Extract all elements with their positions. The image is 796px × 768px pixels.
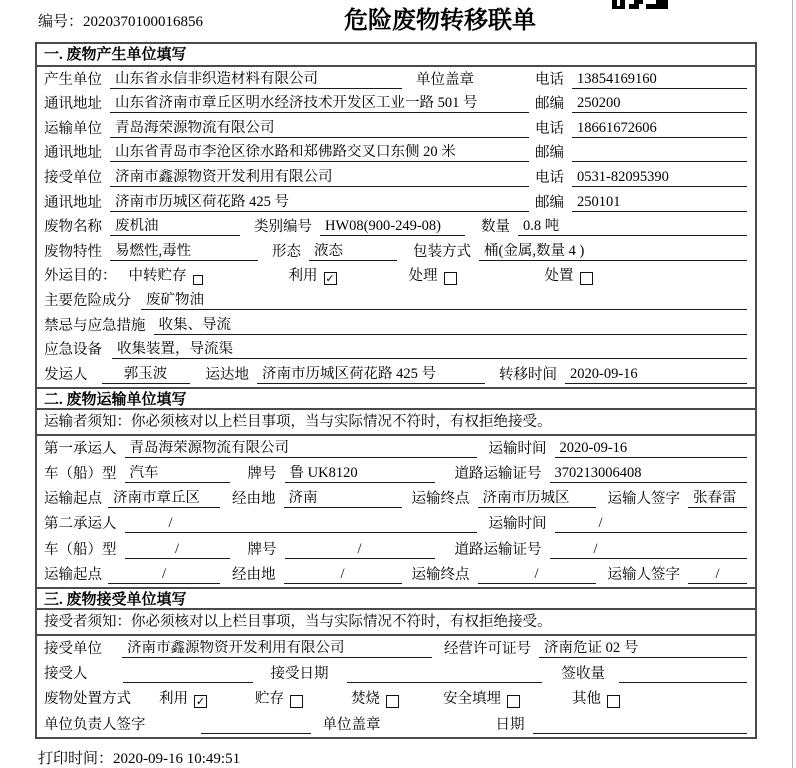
- phone-label: 电话: [535, 120, 564, 137]
- field-label: 废物处置方式: [44, 691, 131, 708]
- time-value: 2020-09-16: [555, 440, 748, 458]
- zip-label: 邮编: [535, 145, 564, 162]
- page-edge-line: [792, 0, 793, 768]
- field-label: 发运人: [44, 366, 88, 383]
- equipment-value: 收集装置，导流渠: [112, 341, 747, 359]
- date-value: [533, 733, 748, 734]
- phone-label: 电话: [535, 169, 564, 186]
- row-route2: [37, 562, 755, 587]
- end-value: /: [478, 566, 596, 584]
- receiver-value: 济南市鑫源物资开发利用有限公司: [110, 169, 529, 187]
- plate-label: 牌号: [247, 466, 277, 483]
- row-producer-address: [37, 92, 755, 117]
- permit-label: 道路运输证号: [454, 466, 542, 483]
- field-label: 车（船）型: [44, 541, 117, 558]
- field-label: 禁忌与应急措施: [44, 317, 146, 334]
- option-label: 中转贮存: [128, 268, 187, 285]
- print-time-label: 打印时间：: [38, 751, 114, 767]
- print-time-value: 2020-09-16 10:49:51: [113, 751, 241, 767]
- field-label: 运输单位: [44, 120, 102, 137]
- via-label: 经由地: [232, 566, 276, 583]
- vehicle-type-value: 汽车: [125, 465, 230, 483]
- plate-label: 牌号: [247, 541, 277, 558]
- start-label: 运输起点: [44, 491, 102, 508]
- field-label: 第二承运人: [44, 516, 117, 533]
- row-producer: [37, 67, 755, 92]
- phone-value: 0531-82095390: [572, 169, 747, 187]
- sign-value: 张春雷: [688, 490, 747, 508]
- field-label: 车（船）型: [44, 466, 117, 483]
- start-label: 运输起点: [44, 566, 102, 583]
- row-signature: [37, 711, 755, 736]
- phone-value: 18661672606: [572, 120, 747, 138]
- field-label: 应急设备: [44, 342, 102, 359]
- address-value: 山东省济南市章丘区明水经济技术开发区工业一路 501 号: [110, 95, 529, 113]
- producer-value: 山东省永信非织造材料有限公司: [110, 71, 402, 89]
- signature-value: [201, 733, 311, 734]
- row-waste-name: [37, 215, 755, 240]
- end-value: 济南市历城区: [478, 490, 596, 508]
- start-value: 济南市章丘区: [108, 490, 220, 508]
- serial-value: 2020370100016856: [83, 14, 204, 30]
- time-label: 转移时间: [499, 366, 557, 383]
- checkbox-transfer-storage: [193, 275, 203, 285]
- row-route1: [37, 486, 755, 511]
- time-label: 运输时间: [488, 516, 547, 533]
- section2-heading: 二. 废物运输单位填写: [37, 387, 755, 410]
- zip-value: 250101: [572, 194, 747, 212]
- plate-value: /: [285, 541, 435, 559]
- measures-value: 收集、导流: [154, 317, 748, 335]
- via-label: 经由地: [232, 491, 276, 508]
- date-label: 接受日期: [270, 666, 329, 683]
- transporter-value: 青岛海荣源物流有限公司: [110, 120, 529, 138]
- dest-value: 济南市历城区荷花路 425 号: [257, 366, 485, 384]
- checkbox-store: [290, 695, 303, 708]
- row-receive-address: [37, 190, 755, 215]
- start-value: /: [108, 566, 220, 584]
- checkbox-dispose: [580, 272, 593, 285]
- form-label: 形态: [272, 243, 301, 260]
- field-label: 接受单位: [44, 169, 102, 186]
- serial-label: 编号：: [38, 14, 84, 30]
- zip-value: [572, 161, 747, 162]
- seal-label: 单位盖章: [416, 71, 474, 88]
- sign-value: /: [688, 566, 747, 584]
- address-value: 济南市历城区荷花路 425 号: [110, 194, 529, 212]
- option-label: 利用: [288, 268, 318, 285]
- pack-value: 桶(金属,数量 4 ): [479, 243, 747, 261]
- row-disposal: [37, 686, 755, 711]
- date-value: [347, 682, 542, 683]
- option-label: 处置: [544, 268, 574, 285]
- option-label: 其他: [572, 691, 601, 708]
- row-acceptor: [37, 661, 755, 686]
- row-receive-unit: [37, 165, 755, 190]
- address-value: 山东省青岛市李沧区徐水路和郑佛路交叉口东侧 20 米: [110, 144, 529, 162]
- vehicle-type-value: /: [125, 541, 230, 559]
- section1-heading: 一. 废物产生单位填写: [37, 44, 755, 67]
- field-label: 外运目的：: [44, 268, 117, 285]
- waste-name-value: 废机油: [110, 218, 240, 236]
- seal-label: 单位盖章: [322, 716, 381, 733]
- qty-value: 0.8 吨: [518, 218, 747, 236]
- zip-label: 邮编: [535, 194, 564, 211]
- row-carrier2: [37, 511, 755, 536]
- checkbox-other: [607, 695, 620, 708]
- field-label: 通讯地址: [44, 96, 102, 113]
- row-dispatch: [37, 362, 755, 387]
- checkbox-incinerate: [386, 695, 399, 708]
- field-label: 主要危险成分: [44, 292, 131, 309]
- qty-label: 签收量: [561, 666, 605, 683]
- row-receive-unit3: [37, 636, 755, 661]
- row-transport-address: [37, 141, 755, 166]
- form-value: 液态: [309, 243, 397, 261]
- via-value: 济南: [284, 490, 402, 508]
- acceptor-value: [123, 682, 253, 683]
- permit-value: /: [550, 541, 748, 559]
- via-value: /: [284, 566, 402, 584]
- row-emergency-equipment: [37, 338, 755, 363]
- time-value: /: [555, 515, 748, 533]
- phone-value: 13854169160: [572, 71, 747, 89]
- plate-value: 鲁 UK8120: [285, 465, 435, 483]
- license-value: 济南危证 02 号: [539, 640, 747, 658]
- end-label: 运输终点: [411, 566, 470, 583]
- carrier1-value: 青岛海荣源物流有限公司: [125, 440, 477, 458]
- sign-label: 运输人签字: [607, 491, 680, 508]
- option-label: 贮存: [255, 691, 284, 708]
- option-label: 安全填埋: [443, 691, 501, 708]
- license-label: 经营许可证号: [444, 641, 531, 658]
- permit-label: 道路运输证号: [454, 541, 542, 558]
- time-label: 运输时间: [488, 440, 547, 457]
- field-label: 接受人: [44, 666, 88, 683]
- field-label: 接受单位: [44, 641, 102, 658]
- qty-label: 数量: [481, 219, 510, 236]
- field-label: 通讯地址: [44, 145, 102, 162]
- field-label: 产生单位: [44, 71, 102, 88]
- section3-heading: 三. 废物接受单位填写: [37, 587, 755, 610]
- zip-label: 邮编: [535, 96, 564, 113]
- carrier2-value: /: [125, 515, 477, 533]
- row-vehicle1: [37, 461, 755, 486]
- field-label: 废物名称: [44, 219, 102, 236]
- section2-notice: 运输者须知：你必须核对以上栏目事项，当与实际情况不符时，有权拒绝接受。: [37, 410, 755, 436]
- checkbox-landfill: [507, 695, 520, 708]
- zip-value: 250200: [572, 95, 747, 113]
- row-waste-props: [37, 239, 755, 264]
- sign-label: 运输人签字: [607, 566, 680, 583]
- checkbox-treat: [444, 272, 457, 285]
- code-label: 类别编号: [254, 219, 312, 236]
- option-label: 利用: [159, 691, 188, 708]
- row-emergency-measures: [37, 313, 755, 338]
- checkbox-utilize: ✓: [325, 272, 335, 286]
- form-table: [35, 42, 757, 739]
- row-vehicle2: [37, 536, 755, 561]
- field-label: 废物特性: [44, 243, 102, 260]
- field-label: 通讯地址: [44, 194, 102, 211]
- time-value: 2020-09-16: [565, 366, 747, 384]
- checkbox-utilize: ✓: [195, 695, 206, 709]
- receiver-value: 济南市鑫源物资开发利用有限公司: [122, 640, 432, 658]
- row-hazard-component: [37, 288, 755, 313]
- row-carrier1: [37, 436, 755, 461]
- hazard-value: 废矿物油: [141, 292, 747, 310]
- field-label: 第一承运人: [44, 440, 117, 457]
- row-transport-unit: [37, 116, 755, 141]
- document-title: 危险废物转移联单: [344, 8, 536, 34]
- dest-label: 运达地: [205, 366, 249, 383]
- pack-label: 包装方式: [413, 243, 471, 260]
- qty-value: [619, 682, 747, 683]
- permit-value: 370213006408: [550, 465, 748, 483]
- date-label: 日期: [495, 716, 525, 733]
- section3-notice: 接受者须知：你必须核对以上栏目事项，当与实际情况不符时，有权拒绝接受。: [37, 610, 755, 636]
- print-time: [38, 747, 240, 768]
- option-label: 处理: [408, 268, 438, 285]
- end-label: 运输终点: [411, 491, 470, 508]
- code-value: HW08(900-249-08): [320, 218, 465, 236]
- option-label: 焚烧: [351, 691, 380, 708]
- row-purpose: [37, 264, 755, 289]
- field-label: 单位负责人签字: [44, 716, 146, 733]
- shipper-value: 郭玉波: [102, 366, 190, 384]
- props-value: 易燃性,毒性: [110, 243, 258, 261]
- phone-label: 电话: [535, 71, 564, 88]
